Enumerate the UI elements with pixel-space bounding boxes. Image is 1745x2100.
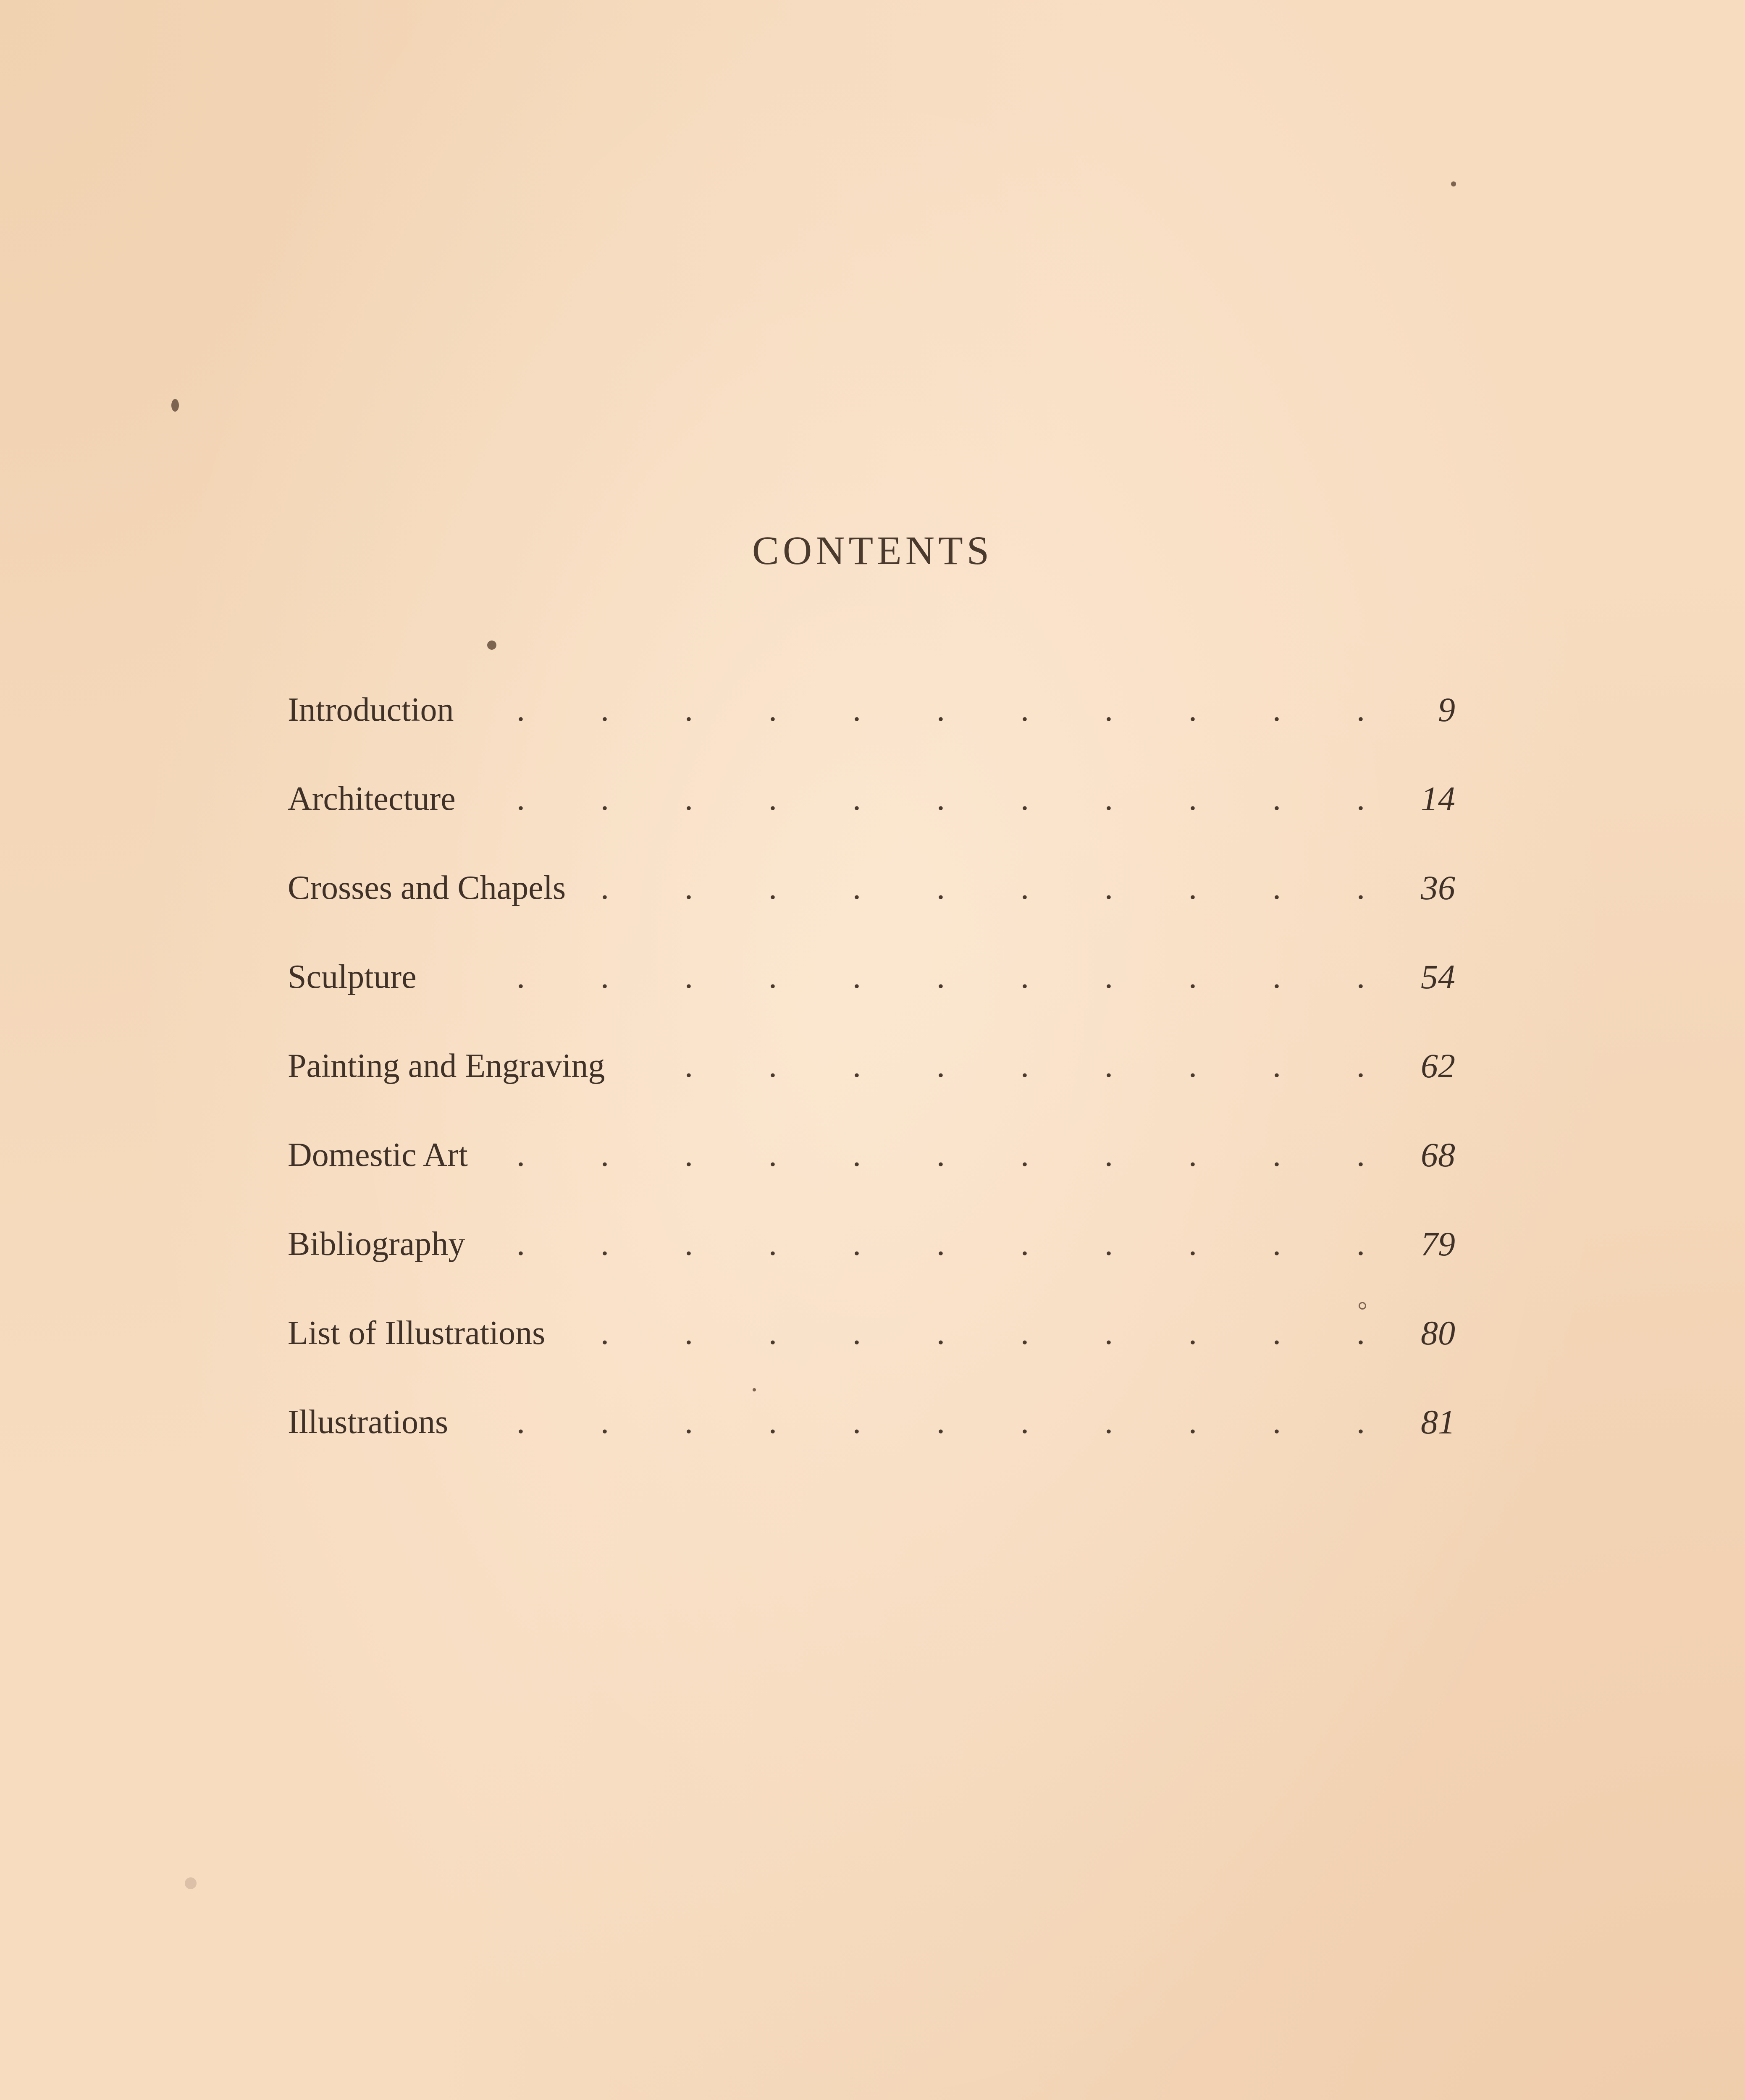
- leader-dot: .: [1357, 691, 1365, 728]
- toc-entry-label: Crosses and Chapels: [288, 869, 566, 906]
- leader-dot: .: [853, 691, 861, 728]
- leader-dot: .: [1021, 1226, 1029, 1263]
- leader-dot: .: [769, 780, 777, 817]
- toc-entry-page: 62: [1421, 1047, 1455, 1085]
- leader-dot: .: [769, 691, 777, 728]
- leader-dot: .: [1273, 1226, 1281, 1263]
- leader-dot: .: [1021, 1315, 1029, 1352]
- toc-entry-page: 54: [1421, 958, 1455, 996]
- leader-dot: .: [517, 1137, 525, 1173]
- leader-dot: .: [937, 958, 945, 995]
- page-title: CONTENTS: [752, 528, 993, 573]
- toc-entry-label: Introduction: [288, 691, 454, 728]
- leader-dot: .: [769, 1047, 777, 1084]
- toc-entry-page: 36: [1421, 869, 1455, 907]
- toc-entry-page: 80: [1421, 1314, 1455, 1352]
- leader-dot: .: [1021, 958, 1029, 995]
- paper-speck: [753, 1388, 756, 1391]
- leader-dot: .: [1021, 1137, 1029, 1173]
- toc-entry: [288, 1134, 1455, 1223]
- table-of-contents: [288, 689, 1455, 1490]
- toc-entry-label: List of Illustrations: [288, 1315, 546, 1352]
- leader-dot: .: [853, 1404, 861, 1441]
- toc-entry: [288, 1312, 1455, 1401]
- toc-entry: [288, 956, 1455, 1045]
- leader-dot: .: [1357, 780, 1365, 817]
- toc-entry-page: 79: [1421, 1225, 1455, 1263]
- dot-leader: [288, 1134, 1455, 1176]
- toc-entry-page: 9: [1438, 690, 1455, 729]
- leader-dot: .: [1021, 691, 1029, 728]
- leader-dot: .: [517, 958, 525, 995]
- dot-leader: [288, 867, 1455, 909]
- toc-entry-label: Domestic Art: [288, 1137, 468, 1173]
- leader-dot: .: [517, 780, 525, 817]
- toc-entry: [288, 1401, 1455, 1490]
- leader-dot: .: [769, 1226, 777, 1263]
- leader-dot: .: [937, 1226, 945, 1263]
- leader-dot: .: [1105, 1137, 1113, 1173]
- leader-dot: .: [685, 1404, 693, 1441]
- leader-dot: .: [937, 1047, 945, 1084]
- toc-entry: [288, 867, 1455, 956]
- leader-dot: .: [1105, 1047, 1113, 1084]
- leader-dot: .: [1105, 691, 1113, 728]
- toc-entry-label: Sculpture: [288, 958, 417, 995]
- leader-dot: .: [601, 1404, 609, 1441]
- paper-speck: [487, 640, 496, 650]
- dot-leader: [288, 1401, 1455, 1443]
- leader-dot: .: [937, 869, 945, 906]
- leader-dot: .: [1189, 1404, 1197, 1441]
- leader-dot: .: [937, 1404, 945, 1441]
- leader-dot: .: [1105, 869, 1113, 906]
- leader-dot: .: [685, 1137, 693, 1173]
- leader-dot: .: [685, 1226, 693, 1263]
- dot-leader: [288, 956, 1455, 998]
- leader-dot: .: [853, 1047, 861, 1084]
- leader-dot: .: [1189, 1047, 1197, 1084]
- leader-dot: .: [1273, 958, 1281, 995]
- leader-dot: .: [1357, 1137, 1365, 1173]
- leader-dot: .: [1189, 1315, 1197, 1352]
- leader-dot: .: [1357, 869, 1365, 906]
- leader-dot: .: [1189, 1137, 1197, 1173]
- leader-dot: .: [853, 958, 861, 995]
- dot-leader: [288, 1223, 1455, 1265]
- leader-dot: .: [685, 691, 693, 728]
- leader-dot: .: [1357, 1404, 1365, 1441]
- toc-entry: [288, 778, 1455, 867]
- leader-dot: .: [1357, 1047, 1365, 1084]
- leader-dot: .: [517, 1404, 525, 1441]
- leader-dot: .: [853, 1137, 861, 1173]
- leader-dot: .: [769, 958, 777, 995]
- leader-dot: .: [1189, 958, 1197, 995]
- leader-dot: .: [1105, 1226, 1113, 1263]
- toc-entry-label: Painting and Engraving: [288, 1047, 605, 1084]
- leader-dot: .: [1189, 780, 1197, 817]
- leader-dot: .: [1105, 1404, 1113, 1441]
- dot-leader: [288, 689, 1455, 731]
- leader-dot: .: [1273, 1137, 1281, 1173]
- toc-entry-page: 14: [1421, 780, 1455, 818]
- leader-dot: .: [769, 1315, 777, 1352]
- paper-speck: [185, 1877, 197, 1889]
- leader-dot: .: [685, 958, 693, 995]
- leader-dot: .: [1021, 780, 1029, 817]
- leader-dot: .: [517, 691, 525, 728]
- leader-dot: .: [1357, 1226, 1365, 1263]
- dot-leader: [288, 1045, 1455, 1087]
- leader-dot: .: [937, 780, 945, 817]
- leader-dot: .: [601, 1226, 609, 1263]
- leader-dot: .: [769, 869, 777, 906]
- toc-entry: [288, 689, 1455, 778]
- leader-dot: .: [1105, 958, 1113, 995]
- leader-dot: .: [1105, 1315, 1113, 1352]
- leader-dot: .: [1273, 780, 1281, 817]
- leader-dot: .: [1273, 1047, 1281, 1084]
- leader-dot: .: [1357, 958, 1365, 995]
- toc-entry-label: Illustrations: [288, 1404, 449, 1441]
- leader-dot: .: [685, 1047, 693, 1084]
- leader-dot: .: [853, 780, 861, 817]
- dot-leader: [288, 778, 1455, 820]
- leader-dot: .: [853, 1315, 861, 1352]
- leader-dot: .: [1105, 780, 1113, 817]
- toc-entry-label: Architecture: [288, 780, 456, 817]
- leader-dot: .: [937, 691, 945, 728]
- leader-dot: .: [769, 1137, 777, 1173]
- leader-dot: .: [853, 1226, 861, 1263]
- leader-dot: .: [937, 1315, 945, 1352]
- toc-entry: [288, 1045, 1455, 1134]
- leader-dot: .: [1189, 691, 1197, 728]
- dot-leader: [288, 1312, 1455, 1354]
- leader-dot: .: [601, 780, 609, 817]
- leader-dot: .: [685, 1315, 693, 1352]
- leader-dot: .: [1273, 1404, 1281, 1441]
- leader-dot: .: [1273, 869, 1281, 906]
- paper-speck: [1451, 181, 1456, 186]
- leader-dot: .: [601, 958, 609, 995]
- toc-entry-label: Bibliography: [288, 1226, 465, 1263]
- leader-dot: .: [1021, 1404, 1029, 1441]
- leader-dot: .: [685, 869, 693, 906]
- toc-entry-page: 68: [1421, 1136, 1455, 1174]
- paper-speck: [1359, 1302, 1366, 1310]
- leader-dot: .: [853, 869, 861, 906]
- leader-dot: .: [601, 869, 609, 906]
- toc-entry-page: 81: [1421, 1403, 1455, 1441]
- paper-speck: [171, 399, 179, 412]
- leader-dot: .: [1357, 1315, 1365, 1352]
- leader-dot: .: [1189, 869, 1197, 906]
- leader-dot: .: [769, 1404, 777, 1441]
- leader-dot: .: [1021, 869, 1029, 906]
- leader-dot: .: [1021, 1047, 1029, 1084]
- leader-dot: .: [1189, 1226, 1197, 1263]
- leader-dot: .: [1273, 1315, 1281, 1352]
- leader-dot: .: [601, 1315, 609, 1352]
- leader-dot: .: [601, 691, 609, 728]
- leader-dot: .: [601, 1137, 609, 1173]
- leader-dot: .: [517, 1226, 525, 1263]
- leader-dot: .: [1273, 691, 1281, 728]
- leader-dot: .: [937, 1137, 945, 1173]
- leader-dot: .: [685, 780, 693, 817]
- toc-entry: [288, 1223, 1455, 1312]
